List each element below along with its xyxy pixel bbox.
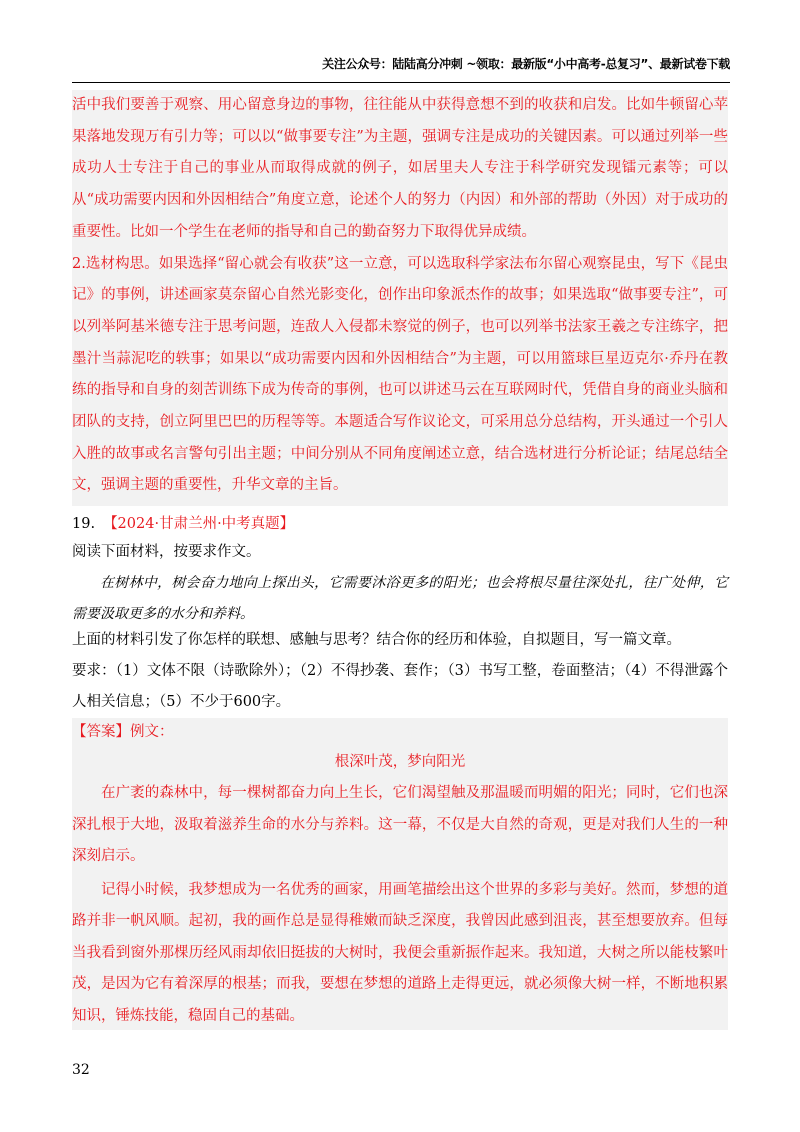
essay-paragraph: 记得小时候，我梦想成为一名优秀的画家，用画笔描绘出这个世界的多彩与美好。然而，梦想的道路并非一帆风顺。起初，我的画作总是显得稚嫩而缺乏深度，我曾因此感到沮丧，甚至想要放弃。但每当我看到窗外那棵历经风雨却依旧挺拔的大树时，我便会重新振作起来。我知道，大树之所以能枝繁叶茂，是因为它有着深厚的根基；而我，要想在梦想的道路上走得更远，就必须像大树一样，不断地积累知识，锤炼技能，稳固自己的基础。 xyxy=(72,881,728,1024)
question-task: 上面的材料引发了你怎样的联想、感触与思考？结合你的经历和体验，自拟题目，写一篇文章。 xyxy=(72,632,681,648)
analysis-paragraph: 2.选材构思。如果选择“留心就会有收获”这一立意，可以选取科学家法布尔留心观察昆虫，写下《昆虫记》的事例，讲述画家莫奈留心自然光影变化，创作出印象派杰作的故事；如果选取“做事要专注”，可以列举阿基米德专注于思考问题，连敌人入侵都未察觉的例子，也可以列举书法家王羲之专注练字，把墨汁当蒜泥吃的轶事；如果以“成功需要内因和外因相结合”为主题，可以用篮球巨星迈克尔·乔丹在教练的指导和自身的刻苦训练下成为传奇的事例，也可以讲述马云在互联网时代，凭借自身的商业头脑和团队的支持，创立阿里巴巴的历程等等。本题适合写作议论文，可采用总分总结构，开头通过一个引人入胜的故事或名言警句引出主题；中间分别从不同角度阐述立意，结合选材进行分析论证；结尾总结全文，强调主题的重要性，升华文章的主旨。 xyxy=(72,255,728,494)
analysis-section xyxy=(72,90,728,506)
essay-paragraph: 在广袤的森林中，每一棵树都奋力向上生长，它们渴望触及那温暖而明媚的阳光；同时，它们也深深扎根于大地，汲取着滋养生命的水分与养料。这一幕，不仅是大自然的奇观，更是对我们人生的一种深刻启示。 xyxy=(72,785,728,864)
essay-title: 根深叶茂，梦向阳光 xyxy=(334,754,466,770)
analysis-paragraph: 活中我们要善于观察、用心留意身边的事物，往往能从中获得意想不到的收获和启发。比如牛顿留心苹果落地发现万有引力等；可以以“做事要专注”为主题，强调专注是成功的关键因素。可以通过列举一些成功人士专注于自己的事业从而取得成就的例子，如居里夫人专注于科学研究发现镭元素等；可以从“成功需要内因和外因相结合”角度立意，论述个人的努力（内因）和外部的帮助（外因）对于成功的重要性。比如一个学生在老师的指导和自己的勤奋努力下取得优异成绩。 xyxy=(72,97,728,240)
page-header: 关注公众号：陆陆高分冲刺 ~领取：最新版“小中高考-总复习”、最新试卷下载 xyxy=(322,57,730,71)
reading-material: 在树林中，树会奋力地向上探出头，它需要沐浴更多的阳光；也会将根尽量往深处扎，往广处伸，它需要汲取更多的水分和养料。 xyxy=(72,575,728,622)
header-divider xyxy=(72,82,730,83)
question-heading xyxy=(72,510,728,538)
essay-body xyxy=(72,778,728,1032)
question-requirements: 要求：（1）文体不限（诗歌除外）；（2）不得抄袭、套作；（3）书写工整，卷面整洁；（4）不得泄露个人相关信息；（5）不少于600字。 xyxy=(72,663,728,710)
question-source-tag: 【2024·甘肃兰州·中考真题】 xyxy=(103,516,295,532)
page-number: 32 xyxy=(72,1062,90,1078)
answer-label: 【答案】例文： xyxy=(72,724,174,740)
question-prompt: 阅读下面材料，按要求作文。 xyxy=(72,544,261,560)
question-number: 19. xyxy=(72,516,96,532)
